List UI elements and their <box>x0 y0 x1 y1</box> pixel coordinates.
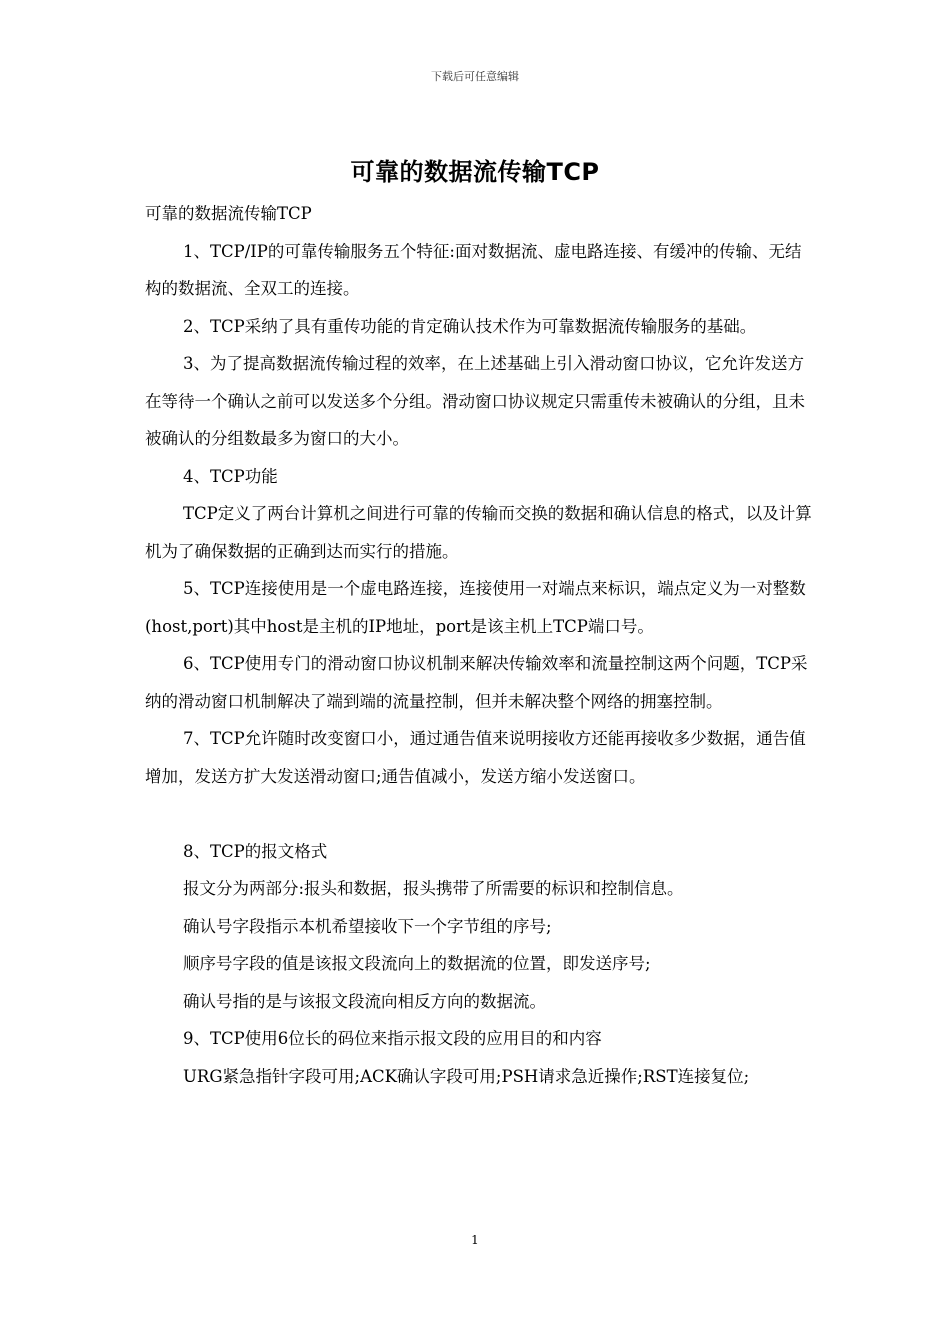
document-body <box>145 195 813 1095</box>
document-title: 可靠的数据流传输TCP <box>350 158 600 186</box>
paragraph-6: 6、TCP使用专门的滑动窗口协议机制来解决传输效率和流量控制这两个问题，TCP采纳的滑动窗口机制解决了端到端的流量控制，但并未解决整个网络的拥塞控制。 <box>145 654 808 711</box>
paragraph-9-heading: 9、TCP使用6位长的码位来指示报文段的应用目的和内容 <box>183 1029 602 1048</box>
subitem-1: 报文分为两部分:报头和数据，报头携带了所需要的标识和控制信息。 <box>183 879 684 898</box>
paragraph-4-body: TCP定义了两台计算机之间进行可靠的传输而交换的数据和确认信息的格式，以及计算机为了确保数据的正确到达而实行的措施。 <box>145 504 812 561</box>
subitem-2: 确认号字段指示本机希望接收下一个字节组的序号; <box>183 916 552 936</box>
blank-line <box>145 795 813 833</box>
page-number: 1 <box>471 1233 479 1247</box>
subitem-4: 确认号指的是与该报文段流向相反方向的数据流。 <box>183 991 546 1011</box>
lead-line: 可靠的数据流传输TCP <box>145 204 312 223</box>
paragraph-4-heading: 4、TCP功能 <box>183 466 278 486</box>
paragraph-9-detail: URG紧急指针字段可用;ACK确认字段可用;PSH请求急近操作;RST连接复位; <box>183 1066 750 1086</box>
paragraph-7: 7、TCP允许随时改变窗口小，通过通告值来说明接收方还能再接收多少数据，通告值增加，发送方扩大发送滑动窗口;通告值减小，发送方缩小发送窗口。 <box>145 729 806 786</box>
page-header: 下载后可任意编辑 <box>431 70 519 83</box>
paragraph-1: 1、TCP/IP的可靠传输服务五个特征:面对数据流、虚电路连接、有缓冲的传输、无结构的数据流、全双工的连接。 <box>145 241 802 298</box>
subitem-3: 顺序号字段的值是该报文段流向上的数据流的位置，即发送序号; <box>183 954 651 973</box>
paragraph-3: 3、为了提高数据流传输过程的效率，在上述基础上引入滑动窗口协议，它允许发送方在等待一个确认之前可以发送多个分组。滑动窗口协议规定只需重传未被确认的分组，且未被确认的分组数最多为窗口的大小。 <box>145 354 805 448</box>
paragraph-8-heading: 8、TCP的报文格式 <box>183 841 328 861</box>
paragraph-2: 2、TCP采纳了具有重传功能的肯定确认技术作为可靠数据流传输服务的基础。 <box>183 316 757 336</box>
paragraph-5: 5、TCP连接使用是一个虚电路连接，连接使用一对端点来标识，端点定义为一对整数(host,port)其中host是主机的IP地址，port是该主机上TCP端口号。 <box>145 579 806 636</box>
